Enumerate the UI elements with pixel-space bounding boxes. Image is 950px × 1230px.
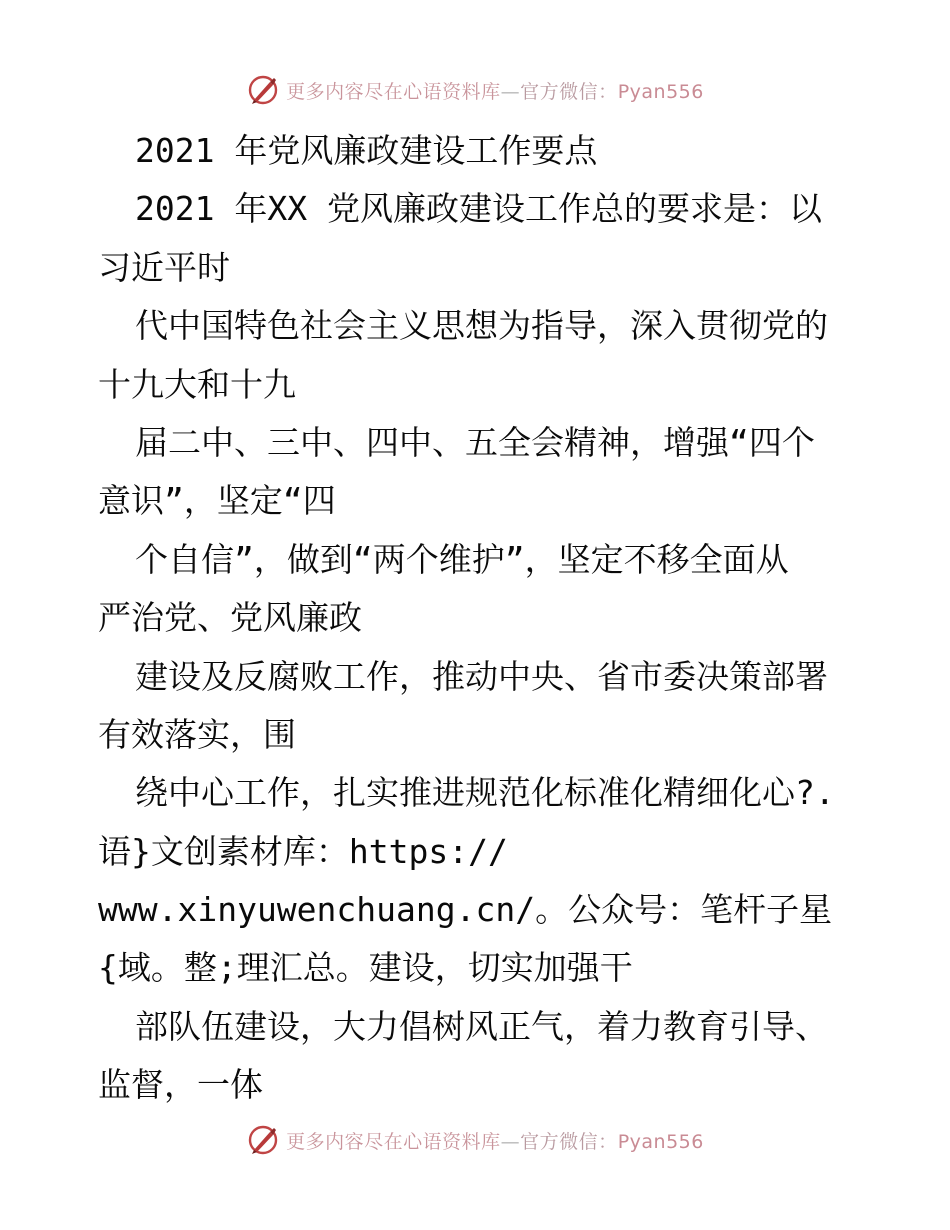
header-separator: — xyxy=(500,80,521,103)
footer-watermark-content xyxy=(246,1123,704,1157)
text-line: 部队伍建设，大力倡树风正气，着力教育引导、 xyxy=(135,1006,828,1046)
text-line: 十九大和十九 xyxy=(98,364,296,404)
document-title: 2021 年党风廉政建设工作要点 xyxy=(135,131,598,170)
text-line: 代中国特色社会主义思想为指导，深入贯彻党的 xyxy=(135,306,828,346)
pen-logo-icon xyxy=(246,73,280,107)
text-line: 届二中、三中、四中、五全会精神，增强“四个 xyxy=(135,422,815,462)
footer-wechat-label: 官方微信： xyxy=(520,1130,618,1153)
text-line: 语}文创素材库：https:// xyxy=(98,831,508,871)
text-line: {域。整;理汇总。建设，切实加强干 xyxy=(98,948,633,988)
text-line: 个自信”，做到“两个维护”，坚定不移全面从 xyxy=(135,539,789,579)
header-watermark-content xyxy=(246,73,704,107)
text-line: 严治党、党风廉政 xyxy=(98,598,362,638)
footer-separator: — xyxy=(500,1130,521,1153)
footer-wechat-id: Pyan556 xyxy=(617,1130,704,1153)
footer-watermark-text xyxy=(286,1127,704,1154)
text-line: 绕中心工作，扎实推进规范化标准化精细化心?. xyxy=(135,773,835,813)
header-watermark-text xyxy=(286,77,704,104)
document-body xyxy=(98,122,858,1115)
text-line: www.xinyuwenchuang.cn/。公众号：笔杆子星 xyxy=(98,890,833,930)
header-site-name: 更多内容尽在心语资料库 xyxy=(286,80,501,103)
footer-watermark-banner xyxy=(0,1120,950,1160)
text-line: 监督，一体 xyxy=(98,1065,263,1105)
header-wechat-label: 官方微信： xyxy=(520,80,618,103)
footer-site-name: 更多内容尽在心语资料库 xyxy=(286,1130,501,1153)
header-watermark-banner xyxy=(0,70,950,110)
text-line: 有效落实，围 xyxy=(98,714,296,754)
header-wechat-id: Pyan556 xyxy=(617,80,704,103)
text-line: 意识”，坚定“四 xyxy=(98,481,336,521)
text-line: 2021 年XX 党风廉政建设工作总的要求是：以 xyxy=(135,189,822,229)
pen-logo-icon xyxy=(246,1123,280,1157)
text-line: 建设及反腐败工作，推动中央、省市委决策部署 xyxy=(135,656,828,696)
text-line: 习近平时 xyxy=(98,247,230,287)
